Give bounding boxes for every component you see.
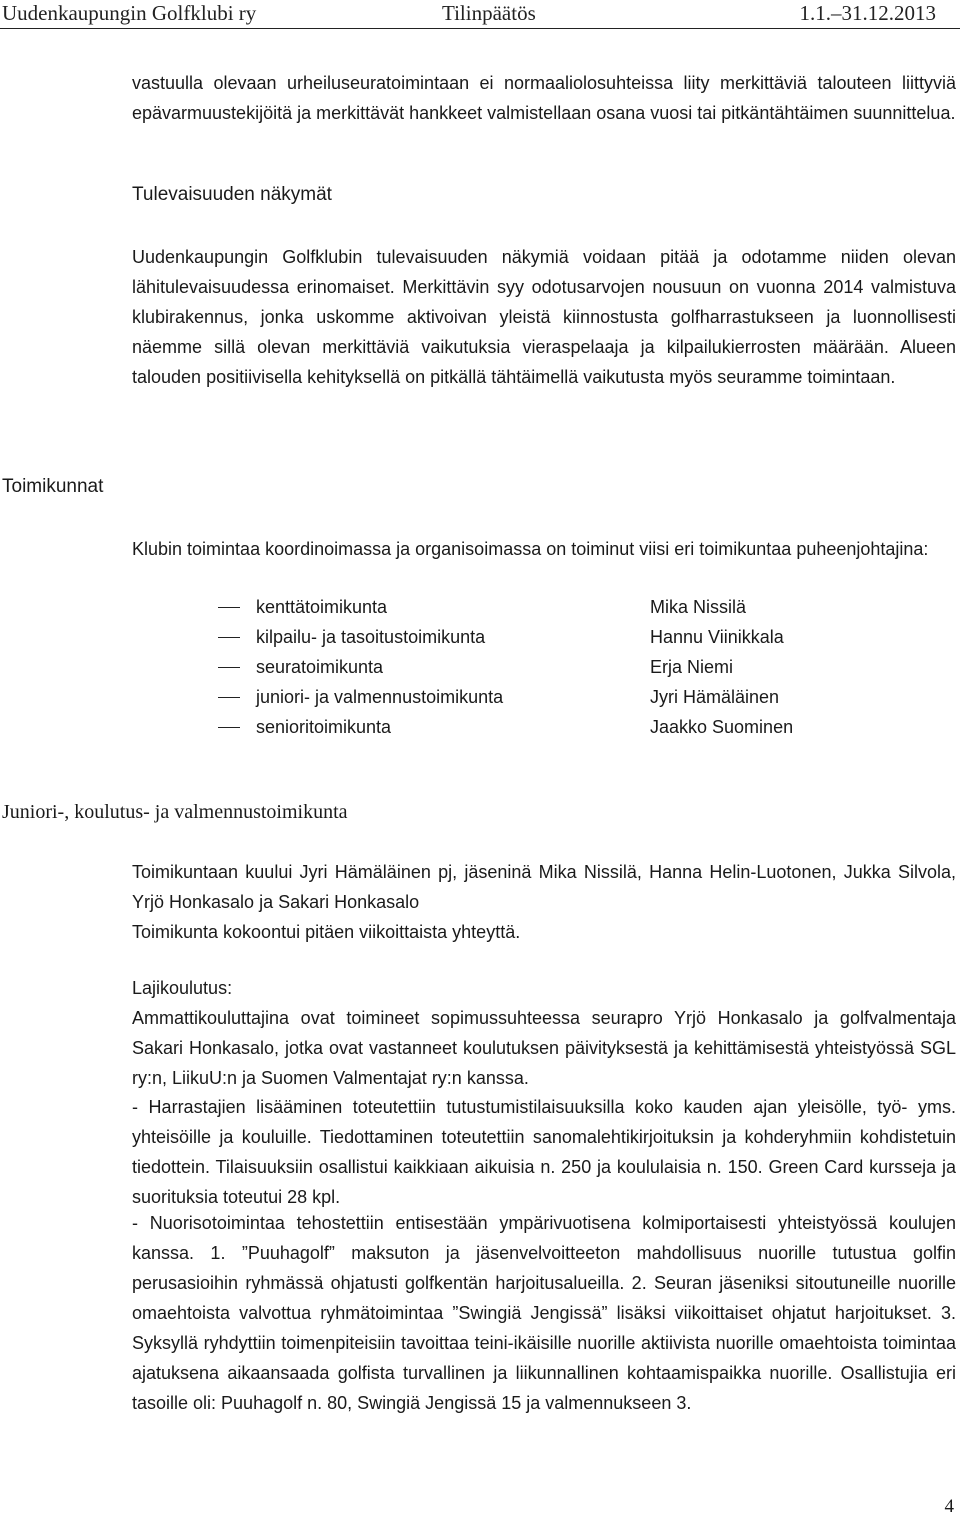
outlook-paragraph: Uudenkaupungin Golfklubin tulevaisuuden näkymiä voidaan pitää ja odotamme niiden olevan lähitulevaisuudessa erinomaiset. Merkittävin syy odotusarvojen nousuun on vuonna 2014 valmistuva klubirakennus, jonka uskomme aktivoivan yleistä kiinnostusta golfharrastukseen ja luonnollisesti näemme sillä olevan merkittäviä vaikutuksia vieraspelaaja ja kilpailukierrosten määrään. Alueen talouden positiivisella kehityksellä on pitkällä tähtäimellä vaikutusta myös seuramme toimintaan. <box>132 247 956 387</box>
header-document-type: Tilinpäätös <box>442 1 536 25</box>
intro-paragraph: vastuulla olevaan urheiluseuratoimintaan ei normaaliolosuhteissa liity merkittäviä talouteen liittyviä epävarmuustekijöitä ja merkittävät hankkeet valmistellaan osana vuosi tai pitkäntähtäimen suunnittelua. <box>132 73 956 123</box>
dash-bullet <box>218 727 240 728</box>
committees-intro: Klubin toimintaa koordinoimassa ja organisoimassa on toiminut viisi eri toimikuntaa puheenjohtajina: <box>132 539 929 559</box>
committee-list <box>210 592 850 742</box>
committee-chair: Jaakko Suominen <box>650 717 794 737</box>
committee-name: kilpailu- ja tasoitustoimikunta <box>256 627 486 647</box>
junior-committee-heading: Juniori-, koulutus- ja valmennustoimikunta <box>2 801 348 823</box>
committees-heading: Toimikunnat <box>2 476 104 497</box>
header-period: 1.1.–31.12.2013 <box>799 1 936 25</box>
committee-item <box>210 712 850 742</box>
committee-name: juniori- ja valmennustoimikunta <box>256 687 504 707</box>
dash-bullet <box>218 607 240 608</box>
committee-item <box>210 682 850 712</box>
committee-chair: Hannu Viinikkala <box>650 627 784 647</box>
dash-bullet <box>218 667 240 668</box>
dash-bullet <box>218 697 240 698</box>
training-label: Lajikoulutus: <box>132 978 233 998</box>
committee-chair: Mika Nissilä <box>650 597 747 617</box>
committee-name: seuratoimikunta <box>256 657 384 677</box>
committee-item <box>210 592 850 622</box>
page-number: 4 <box>944 1496 954 1517</box>
committee-chair: Jyri Hämäläinen <box>650 687 780 707</box>
dash-bullet <box>218 637 240 638</box>
hobbyists-paragraph: - Harrastajien lisääminen toteutettiin tutustumistilaisuuksilla koko kauden ajan yleisölle, työ- yms. yhteisöille ja kouluille. Tiedottaminen toteutettiin sanomalehtikirjoituksin ja kohderyhmiin kohdistetuin tiedottein. Tilaisuuksiin osallistui kaikkiaan aikuisia n. 250 ja koululaisia n. 150. Green Card kursseja ja suorituksia toteutui 28 kpl. <box>132 1097 956 1207</box>
training-paragraph: Ammattikouluttajina ovat toimineet sopimussuhteessa seurapro Yrjö Honkasalo ja golfvalmentaja Sakari Honkasalo, jotka ovat vastanneet koulutuksen päivityksestä ja kehittämisestä yhteistyössä SGL ry:n, LiikuU:n ja Suomen Valmentajat ry:n kanssa. <box>132 1008 956 1088</box>
committee-chair: Erja Niemi <box>650 657 734 677</box>
header-organization: Uudenkaupungin Golfklubi ry <box>2 1 257 25</box>
committee-item <box>210 652 850 682</box>
junior-meetings: Toimikunta kokoontui pitäen viikoittaista yhteyttä. <box>132 922 521 942</box>
outlook-heading: Tulevaisuuden näkymät <box>132 184 332 205</box>
committee-item <box>210 622 850 652</box>
page-header <box>0 0 960 29</box>
youth-paragraph: - Nuorisotoimintaa tehostettiin entisestään ympärivuotisena kolmiportaisesti yhteistyössä koulujen kanssa. 1. ”Puuhagolf” maksuton ja jäsenvelvoitteeton mahdollisuus nuorille tutustua golfin perusasioihin ryhmässä ohjatusti golfkentän harjoitusalueilla. 2. Seuran jäseniksi sitoutuneille nuorille omaehtoista valvottua ryhmätoimintaa ”Swingiä Jengissä” lisäksi viikoittaiset ohjatut harjoitukset. 3. Syksyllä ryhdyttiin toimenpiteisiin tavoittaa teini-ikäisille nuorille aktiivista nuorille omaehtoista toimintaa ajatuksena aikaansaada golfista turvallinen ja liikunnallinen kohtaamispaikka nuorille. Osallistujia eri tasoille oli: Puuhagolf n. 80, Swingiä Jengissä 15 ja valmennukseen 3. <box>132 1213 956 1413</box>
committee-name: senioritoimikunta <box>256 717 392 737</box>
junior-members: Toimikuntaan kuului Jyri Hämäläinen pj, jäseninä Mika Nissilä, Hanna Helin-Luotonen, Jukka Silvola, Yrjö Honkasalo ja Sakari Honkasalo <box>132 862 956 912</box>
committee-name: kenttätoimikunta <box>256 597 388 617</box>
